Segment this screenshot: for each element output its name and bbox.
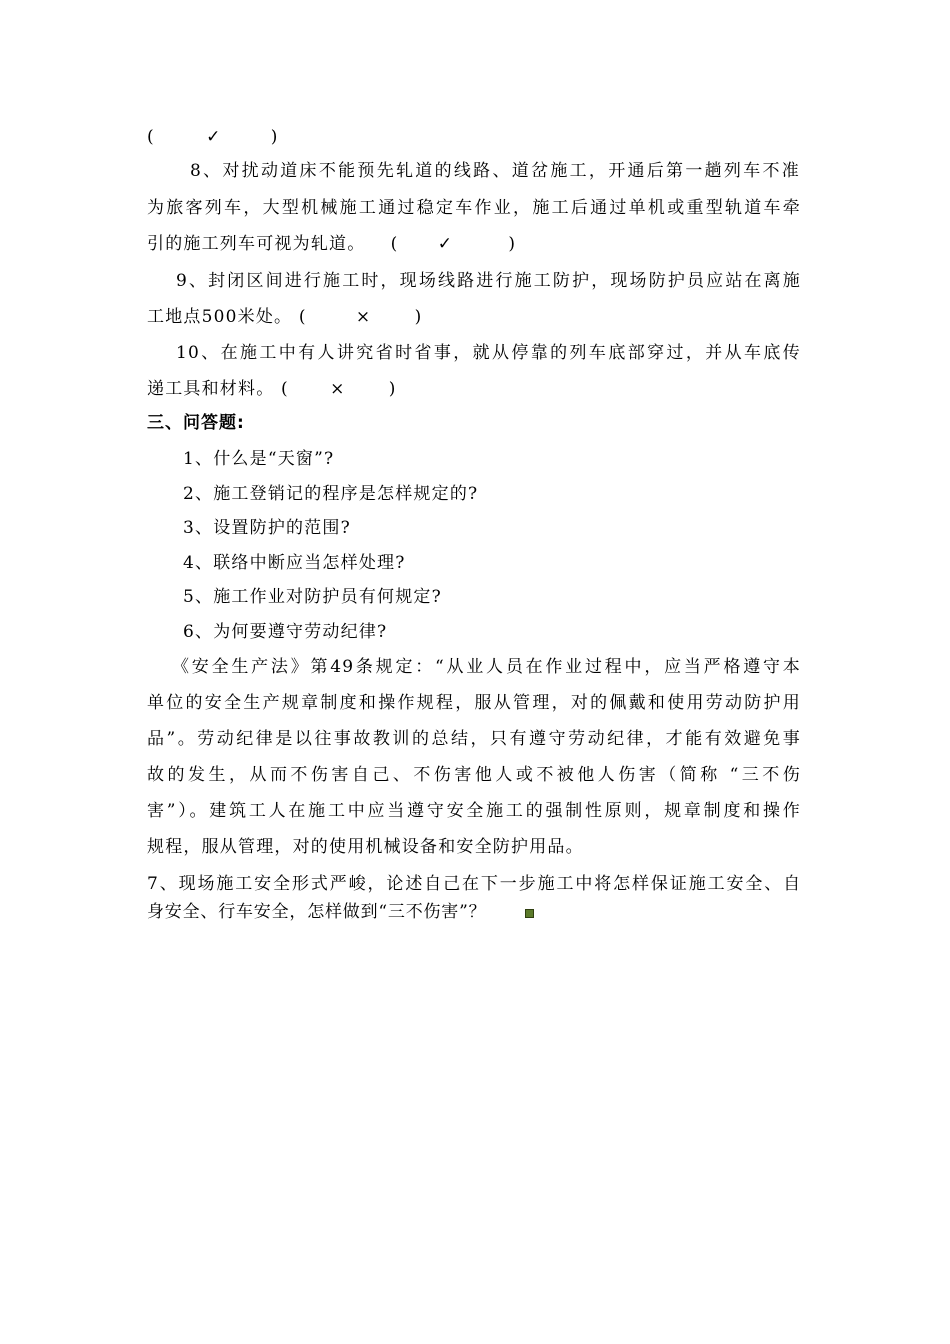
question-10-text: 递工具和材料。 — [147, 379, 275, 399]
qa-item-6: 6、为何要遵守劳动纪律? — [183, 622, 388, 642]
answer-paragraph-line-6: 规程，服从管理，对的使用机械设备和安全防护用品。 — [147, 837, 584, 857]
close-paren: ) — [270, 127, 279, 147]
answer-paragraph-line-4: 故的发生，从而不伤害自己、不伤害他人或不被他人伤害（简称 “三不伤 — [147, 765, 801, 785]
qa-item-5: 5、施工作业对防护员有何规定? — [183, 587, 442, 607]
qa-item-4: 4、联络中断应当怎样处理? — [183, 553, 406, 573]
answer-line-7 — [147, 126, 279, 148]
close-paren: ) — [508, 234, 517, 254]
question-9-line-1: 9、封闭区间进行施工时，现场线路进行施工防护，现场防护员应站在离施 — [176, 271, 801, 291]
open-paren: ( — [147, 127, 155, 147]
question-9-line-2 — [147, 306, 422, 328]
section-heading: 三、问答题: — [147, 413, 245, 433]
cross-mark: × — [355, 307, 372, 327]
open-paren: ( — [281, 379, 289, 399]
qa-item-1: 1、什么是“天窗”? — [183, 449, 335, 469]
question-8-text: 引的施工列车可视为轧道。 — [147, 234, 366, 254]
answer-paragraph-line-1: 《安全生产法》第49条规定：“从业人员在作业过程中，应当严格遵守本 — [172, 657, 801, 677]
close-paren: ) — [388, 379, 397, 399]
answer-paragraph-line-2: 单位的安全生产规章制度和操作规程，服从管理，对的佩戴和使用劳动防护用 — [147, 693, 801, 713]
question-7-line-1: 7、现场施工安全形式严峻，论述自己在下一步施工中将怎样保证施工安全、自 — [147, 874, 801, 894]
open-paren: ( — [390, 234, 399, 254]
check-mark: ✓ — [206, 127, 222, 147]
answer-paragraph-line-5: 害”）。建筑工人在施工中应当遵守安全施工的强制性原则，规章制度和操作 — [147, 801, 801, 821]
qa-item-2: 2、施工登销记的程序是怎样规定的? — [183, 484, 479, 504]
question-8-line-1: 8、对扰动道床不能预先轧道的线路、道岔施工，开通后第一趟列车不准 — [190, 161, 800, 181]
check-mark: ✓ — [437, 234, 454, 254]
question-9-text: 工地点500米处。 — [147, 307, 293, 327]
close-paren: ) — [414, 307, 423, 327]
answer-paragraph-line-3: 品”。劳动纪律是以往事故教训的总结，只有遵守劳动纪律，才能有效避免事 — [147, 729, 801, 749]
qa-item-3: 3、设置防护的范围? — [183, 518, 351, 538]
question-8-line-3 — [147, 233, 516, 255]
cross-mark: × — [330, 379, 346, 399]
question-8-line-2: 为旅客列车，大型机械施工通过稳定车作业，施工后通过单机或重型轨道车牵 — [147, 198, 801, 218]
question-10-line-2 — [147, 378, 397, 400]
question-7-line-2: 身安全、行车安全，怎样做到“三不伤害”？ — [147, 902, 487, 922]
end-marker-icon — [525, 909, 534, 918]
question-10-line-1: 10、在施工中有人讲究省时省事，就从停靠的列车底部穿过，并从车底传 — [176, 343, 801, 363]
open-paren: ( — [298, 307, 307, 327]
